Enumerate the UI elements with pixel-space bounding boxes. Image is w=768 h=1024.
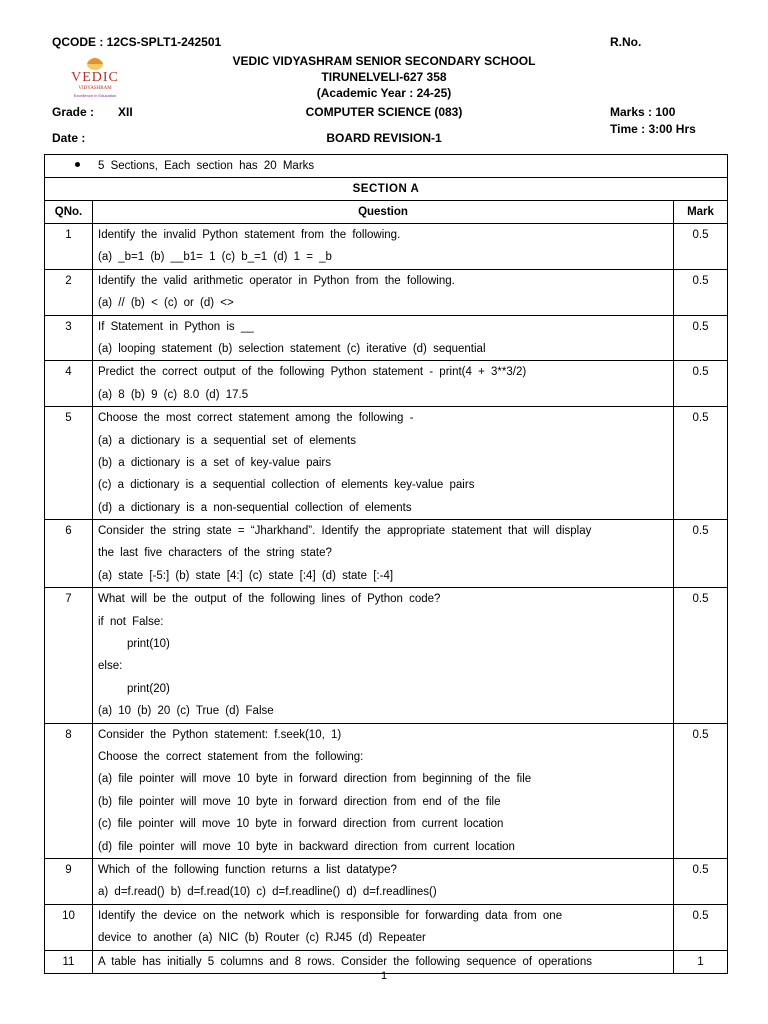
question-line: Choose the most correct statement among the following - <box>98 412 414 425</box>
question-mark: 0.5 <box>692 366 709 379</box>
question-line: (a) _b=1 (b) __b1= 1 (c) b_=1 (d) 1 = _b <box>98 251 332 264</box>
question-number: 6 <box>65 525 72 538</box>
question-number-cell <box>45 407 93 520</box>
table-row <box>45 224 728 270</box>
question-number: 10 <box>62 909 75 922</box>
question-number: 11 <box>62 955 75 968</box>
question-text-cell <box>93 224 674 270</box>
question-line: (b) file pointer will move 10 byte in forward direction from end of the file <box>98 795 501 808</box>
question-table <box>44 154 728 974</box>
mark-cell <box>673 904 727 950</box>
question-text-cell <box>93 588 674 723</box>
question-number-cell <box>45 269 93 315</box>
question-line: Identify the invalid Python statement from the following. <box>98 229 401 241</box>
question-mark: 0.5 <box>692 909 709 922</box>
question-line: (b) a dictionary is a set of key-value pairs <box>98 456 332 469</box>
school-logo <box>56 52 134 102</box>
mark-cell <box>673 520 727 588</box>
question-line: (c) file pointer will move 10 byte in forward direction from current location <box>98 818 504 831</box>
question-line: If Statement in Python is __ <box>98 320 254 333</box>
question-number-cell <box>45 723 93 858</box>
logo-wordmark: VEDIC <box>71 70 119 85</box>
table-row <box>45 904 728 950</box>
table-row <box>45 361 728 407</box>
question-line: (a) state [-5:] (b) state [4:] (c) state [:4] (d) state [:-4] <box>98 569 394 582</box>
question-text-cell <box>93 269 674 315</box>
question-line: (a) 8 (b) 9 (c) 8.0 (d) 17.5 <box>98 388 249 401</box>
exam-duration: Time : 3:00 Hrs <box>610 122 696 136</box>
table-row <box>45 520 728 588</box>
mark-cell <box>673 407 727 520</box>
question-line: Identify the device on the network which is responsible for forwarding data from one <box>98 909 563 922</box>
note-row <box>45 155 728 178</box>
mark-cell <box>673 315 727 361</box>
question-line: What will be the output of the following lines of Python code? <box>98 593 441 606</box>
question-text-cell <box>93 407 674 520</box>
col-header-qno: QNo. <box>45 201 93 224</box>
logo-subtitle: VIDYASHRAM <box>78 86 112 91</box>
exam-title: BOARD REVISION-1 <box>326 131 442 145</box>
section-title: SECTION A <box>45 178 728 201</box>
question-number-cell <box>45 858 93 904</box>
question-text-cell <box>93 315 674 361</box>
question-line: print(10) <box>127 638 170 651</box>
mark-cell <box>673 723 727 858</box>
bullet-icon <box>75 162 80 167</box>
roll-number-label: R.No. <box>610 35 642 49</box>
academic-year: (Academic Year : 24-25) <box>316 86 452 100</box>
question-line: Identify the valid arithmetic operator in Python from the following. <box>98 274 455 287</box>
mark-cell <box>673 224 727 270</box>
question-number-cell <box>45 520 93 588</box>
question-line: (d) a dictionary is a non-sequential collection of elements <box>98 501 412 514</box>
question-line: Choose the correct statement from the following: <box>98 750 364 763</box>
question-line: Which of the following function returns a list datatype? <box>98 863 397 876</box>
question-number: 2 <box>65 274 72 287</box>
subject: COMPUTER SCIENCE (083) <box>305 105 463 119</box>
question-line: the last five characters of the string state? <box>98 547 332 560</box>
question-text-cell <box>93 723 674 858</box>
question-line: else: <box>98 660 123 673</box>
question-number-cell <box>45 361 93 407</box>
table-row <box>45 269 728 315</box>
school-name: VEDIC VIDYASHRAM SENIOR SECONDARY SCHOOL <box>232 54 536 68</box>
col-header-mark: Mark <box>673 201 727 224</box>
table-row <box>45 723 728 858</box>
question-text-cell <box>93 904 674 950</box>
question-number-cell <box>45 315 93 361</box>
qcode: QCODE : 12CS-SPLT1-242501 <box>52 35 222 49</box>
question-mark: 0.5 <box>692 863 709 876</box>
table-row <box>45 858 728 904</box>
question-mark: 0.5 <box>692 593 709 606</box>
table-row <box>45 588 728 723</box>
question-line: Consider the string state = “Jharkhand”. Identify the appropriate statement that will display <box>98 525 592 538</box>
question-text-cell <box>93 858 674 904</box>
school-city: TIRUNELVELI-627 358 <box>321 70 447 84</box>
question-number: 3 <box>65 320 72 333</box>
question-number: 9 <box>65 863 72 876</box>
question-mark: 0.5 <box>692 274 709 287</box>
question-number-cell <box>45 224 93 270</box>
total-marks: Marks : 100 <box>610 105 676 119</box>
logo-tagline: Excellence in Education <box>73 93 117 98</box>
question-line: print(20) <box>127 682 170 695</box>
question-number: 1 <box>65 229 72 241</box>
question-line: Consider the Python statement: f.seek(10, 1) <box>98 728 342 741</box>
date-label: Date : <box>52 131 86 145</box>
question-mark: 1 <box>697 955 704 968</box>
question-text-cell <box>93 520 674 588</box>
logo-emblem-icon <box>56 52 134 72</box>
mark-cell <box>673 588 727 723</box>
page-number: 1 <box>380 970 388 982</box>
question-mark: 0.5 <box>692 229 709 241</box>
section-row <box>45 178 728 201</box>
table-row <box>45 407 728 520</box>
question-line: Predict the correct output of the following Python statement - print(4 + 3**3/2) <box>98 366 527 379</box>
question-line: a) d=f.read() b) d=f.read(10) c) d=f.readline() d) d=f.readlines() <box>98 886 437 899</box>
table-row <box>45 315 728 361</box>
question-line: (a) // (b) < (c) or (d) <> <box>98 297 234 310</box>
mark-cell <box>673 361 727 407</box>
question-line: (a) file pointer will move 10 byte in forward direction from beginning of the file <box>98 773 532 786</box>
mark-cell <box>673 269 727 315</box>
question-number: 5 <box>65 412 72 425</box>
question-line: device to another (a) NIC (b) Router (c) RJ45 (d) Repeater <box>98 932 426 945</box>
question-number: 4 <box>65 366 72 379</box>
question-line: (a) looping statement (b) selection statement (c) iterative (d) sequential <box>98 342 486 355</box>
question-mark: 0.5 <box>692 412 709 425</box>
table-header-row <box>45 201 728 224</box>
question-line: if not False: <box>98 615 164 628</box>
mark-cell <box>673 858 727 904</box>
question-mark: 0.5 <box>692 728 709 741</box>
question-line: (a) 10 (b) 20 (c) True (d) False <box>98 705 274 718</box>
grade-label: Grade : <box>52 105 95 119</box>
question-mark: 0.5 <box>692 525 709 538</box>
question-line: (d) file pointer will move 10 byte in backward direction from current location <box>98 840 515 853</box>
question-mark: 0.5 <box>692 320 709 333</box>
grade-value: XII <box>118 105 133 119</box>
question-number-cell <box>45 904 93 950</box>
col-header-question: Question <box>93 201 674 224</box>
question-text-cell <box>93 361 674 407</box>
question-number-cell <box>45 588 93 723</box>
question-line: (a) a dictionary is a sequential set of elements <box>98 434 356 447</box>
sections-note: 5 Sections, Each section has 20 Marks <box>98 160 315 172</box>
question-line: (c) a dictionary is a sequential collection of elements key-value pairs <box>98 479 475 492</box>
question-line: A table has initially 5 columns and 8 rows. Consider the following sequence of operations <box>98 955 592 968</box>
question-number: 8 <box>65 728 72 741</box>
question-number: 7 <box>65 593 72 606</box>
